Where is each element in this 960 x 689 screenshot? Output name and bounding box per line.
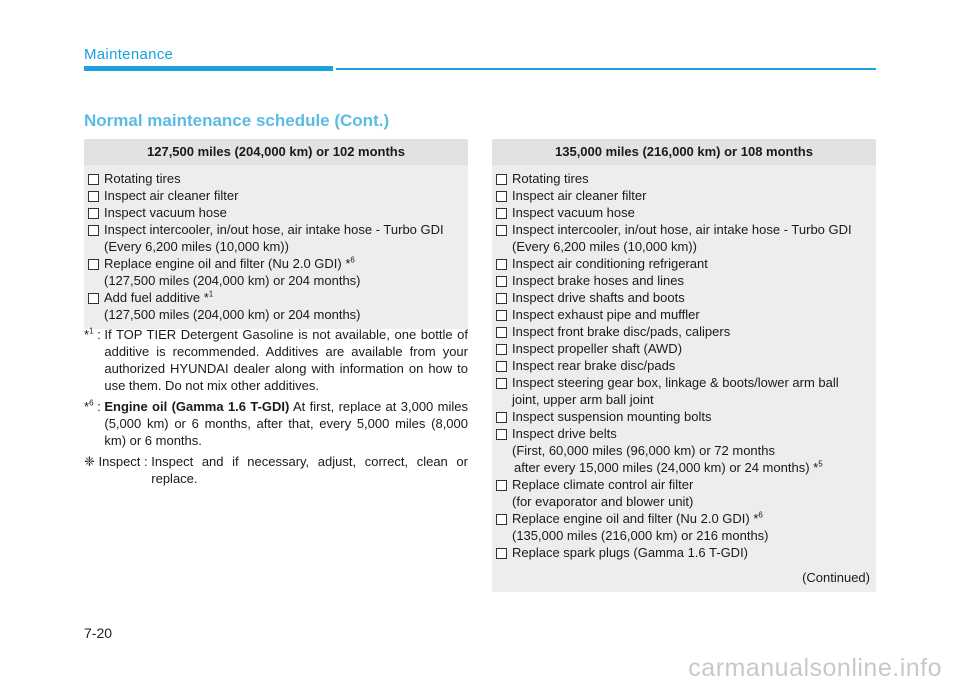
inspect-note-key: ❈ Inspect : xyxy=(84,454,152,469)
checkbox-icon xyxy=(496,327,507,338)
checkbox-icon xyxy=(496,429,507,440)
schedule-box-127500 xyxy=(84,139,468,329)
checkbox-icon xyxy=(496,191,507,202)
header-rule-thin xyxy=(336,68,876,70)
list-item-continuation: (135,000 miles (216,000 km) or 216 months) xyxy=(512,528,769,543)
list-item: Inspect drive belts xyxy=(496,425,872,442)
list-item: Add fuel additive *$^1$ xyxy=(88,289,464,306)
checkbox-icon xyxy=(496,361,507,372)
footnote-6: *$^6$ : Engine oil (Gamma 1.6 T-GDI) At first, replace at 3,000 miles (5,000 km) or 6 months, after that, every 5,000 miles (8,000 km) or 6 months. xyxy=(84,398,468,448)
schedule-box-heading: 127,500 miles (204,000 km) or 102 months xyxy=(84,139,468,165)
list-item: Inspect front brake disc/pads, calipers xyxy=(496,323,872,340)
footnote-ref: 6 xyxy=(350,255,355,265)
page-title: Normal maintenance schedule (Cont.) xyxy=(84,111,390,130)
checkbox-icon xyxy=(496,259,507,270)
list-item: Replace engine oil and filter (Nu 2.0 GDI) *$^6$ xyxy=(496,510,872,527)
continued-label: (Continued) xyxy=(802,570,870,585)
schedule-box-body xyxy=(84,165,468,329)
footnote-ref: 1 xyxy=(208,289,214,299)
list-item-continuation: (First, 60,000 miles (96,000 km) or 72 months xyxy=(512,443,775,458)
checkbox-icon xyxy=(496,174,507,185)
page-number: 7-20 xyxy=(84,625,113,641)
list-item: Inspect vacuum hose xyxy=(88,204,464,221)
list-item-continuation: joint, upper arm ball joint xyxy=(512,392,654,407)
checkbox-icon xyxy=(496,548,507,559)
list-item-continuation: (127,500 miles (204,000 km) or 204 months) xyxy=(104,307,361,322)
list-item-continuation: after every 15,000 miles (24,000 km) or 24 months) *$^5$ xyxy=(514,459,823,475)
list-item: Replace spark plugs (Gamma 1.6 T-GDI) xyxy=(496,544,872,561)
list-item: Replace engine oil and filter (Nu 2.0 GDI) *$^6$ xyxy=(88,255,464,272)
footnote-bold: Engine oil (Gamma 1.6 T-GDI) xyxy=(104,399,290,414)
checkbox-icon xyxy=(496,412,507,423)
checkbox-icon xyxy=(88,191,99,202)
checkbox-icon xyxy=(496,276,507,287)
list-item: Inspect suspension mounting bolts xyxy=(496,408,872,425)
checkbox-icon xyxy=(496,378,507,389)
checkbox-icon xyxy=(496,514,507,525)
schedule-box-heading: 135,000 miles (216,000 km) or 108 months xyxy=(492,139,876,165)
list-item: Inspect brake hoses and lines xyxy=(496,272,872,289)
checkbox-icon xyxy=(88,208,99,219)
footnote-text: At first, replace at 3,000 miles (5,000 km) or 6 months, after that, every 5,000 miles (8,000 km) or 6 months. xyxy=(104,399,468,448)
list-item: Inspect drive shafts and boots xyxy=(496,289,872,306)
checkbox-icon xyxy=(496,480,507,491)
list-item: Inspect propeller shaft (AWD) xyxy=(496,340,872,357)
checkbox-icon xyxy=(496,310,507,321)
list-item: Inspect air cleaner filter xyxy=(496,187,872,204)
footnote-ref: 6 xyxy=(758,510,763,520)
inspect-note-text: Inspect and if necessary, adjust, correct, clean or replace. xyxy=(151,454,468,486)
checkbox-icon xyxy=(496,208,507,219)
footnotes xyxy=(84,326,468,491)
checkbox-icon xyxy=(88,225,99,236)
checkbox-icon xyxy=(496,344,507,355)
inspect-note xyxy=(84,453,468,487)
checkbox-icon xyxy=(496,293,507,304)
list-item: Inspect intercooler, in/out hose, air intake hose - Turbo GDI xyxy=(88,221,464,238)
checkbox-icon xyxy=(88,259,99,270)
list-item: Inspect intercooler, in/out hose, air intake hose - Turbo GDI xyxy=(496,221,872,238)
list-item: Rotating tires xyxy=(496,170,872,187)
list-item: Inspect air cleaner filter xyxy=(88,187,464,204)
list-item-continuation: (for evaporator and blower unit) xyxy=(512,494,694,509)
schedule-box-135000 xyxy=(492,139,876,592)
section-label: Maintenance xyxy=(84,46,174,63)
checkbox-icon xyxy=(88,293,99,304)
list-item: Inspect exhaust pipe and muffler xyxy=(496,306,872,323)
checkbox-icon xyxy=(496,225,507,236)
footnote-ref: 5 xyxy=(818,459,823,469)
schedule-box-body xyxy=(492,165,876,592)
list-item: Inspect rear brake disc/pads xyxy=(496,357,872,374)
checkbox-icon xyxy=(88,174,99,185)
footnote-text: If TOP TIER Detergent Gasoline is not available, one bottle of additive is recommended. Additives are available from your authorized HYUNDAI dealer along with information on how to use them. Do not mix other additives. xyxy=(104,327,468,393)
list-item: Inspect steering gear box, linkage & boots/lower arm ball xyxy=(496,374,872,391)
list-item: Inspect vacuum hose xyxy=(496,204,872,221)
watermark: carmanualsonline.info xyxy=(688,654,942,682)
list-item: Rotating tires xyxy=(88,170,464,187)
list-item-continuation: (Every 6,200 miles (10,000 km)) xyxy=(104,239,289,254)
list-item: Replace climate control air filter xyxy=(496,476,872,493)
list-item: Inspect air conditioning refrigerant xyxy=(496,255,872,272)
footnote-1: *$^1$ : If TOP TIER Detergent Gasoline is not available, one bottle of additive is recommended. Additives are available from your authorized HYUNDAI dealer along with information on how to use them. Do not mix other additives. xyxy=(84,326,468,393)
list-item-continuation: (Every 6,200 miles (10,000 km)) xyxy=(512,239,697,254)
list-item-continuation: (127,500 miles (204,000 km) or 204 months) xyxy=(104,273,361,288)
header-rule-thick xyxy=(84,66,333,71)
